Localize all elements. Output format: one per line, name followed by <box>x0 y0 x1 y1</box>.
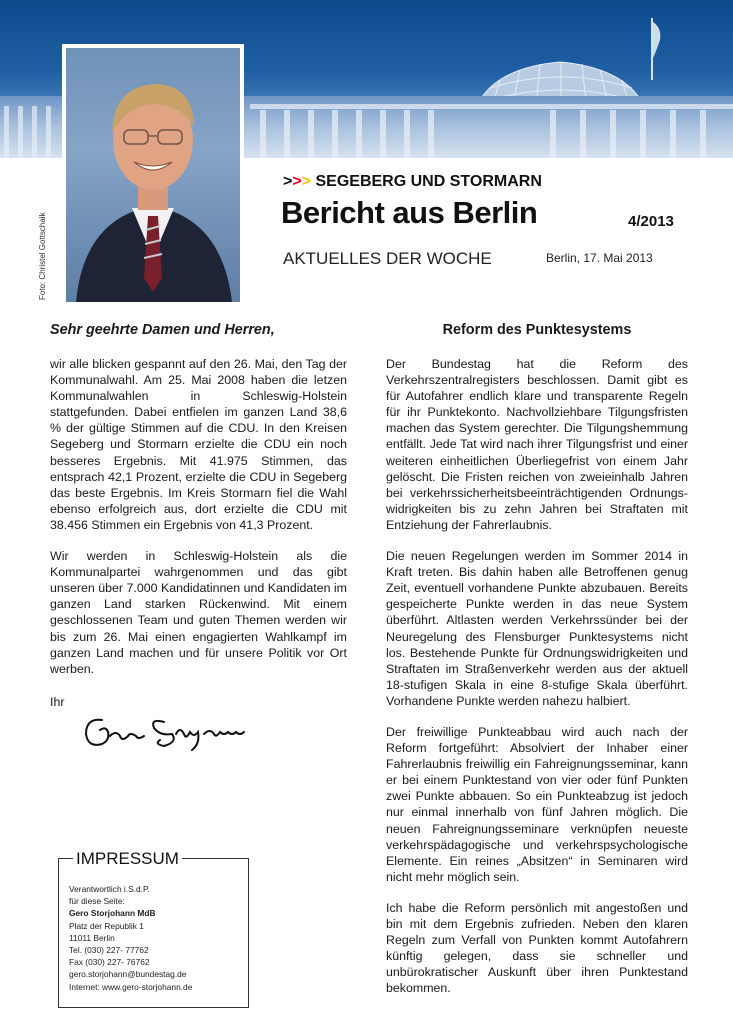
arrow-icon: > <box>283 173 293 190</box>
impressum-line: 11011 Berlin <box>69 932 115 943</box>
dateline: Berlin, 17. Mai 2013 <box>546 251 653 265</box>
impressum-line: Fax (030) 227- 76762 <box>69 957 150 968</box>
arrow-icon: > <box>301 173 312 190</box>
impressum-email: gero.storjohann@bundestag.de <box>69 969 187 980</box>
kicker-text: SEGEBERG UND STORMARN <box>315 173 542 190</box>
photo-credit: Foto: Christel Gottschalk <box>38 212 47 300</box>
impressum-line: für diese Seite: <box>69 896 125 907</box>
paragraph: Wir werden in Schleswig-Holstein als die Kommunalpartei wahrgenommen und das gibt unseren über 7.000 Kandidatinnen und Kandidaten im ganzen Land starken Rückenwind. Mit einem geschlossenen Team und guten Themen werden wir bis zum 26. Mai einen engagierten Wahlkampf im ganzen Land machen und für unsere Politik vor Ort werben. <box>50 549 347 676</box>
impressum-line: Platz der Republik 1 <box>69 920 144 931</box>
left-building-strip <box>0 96 62 158</box>
paragraph: Die neuen Regelungen werden im Sommer 2014 in Kraft treten. Bis dahin haben alle Betroffenen genug Zeit, eventuell vorhandene Punkte abzubauen. Bereits gespeicherte Punkte werden in das neue System überführt. Altlasten werden Verkehrssünder bei der Neuregelung des Flensburger Punktesystems nicht los. Bestehende Punkte für Ordnungswidrigkeiten und Straftaten im Straßenverkehr werden aus der aktuell 18-stufigen Skala in eine 8-stufige Skala überführt. Vorhandene Punkte werden nahezu halbiert. <box>386 549 688 708</box>
paragraph: Ich habe die Reform persönlich mit angestoßen und bin mit dem Ergebnis zufrieden. Neben den klaren Regeln zum Verfall von Punkten kommt Autofahrern künftig gelegen, dass sie schneller und unbürokratischer Auskunft über ihren Punktestand bekommen. <box>386 900 688 996</box>
issue-number: 4/2013 <box>628 213 674 230</box>
portrait-photo <box>66 48 240 302</box>
impressum-website: Internet: www.gero-storjohann.de <box>69 981 193 992</box>
paragraph: wir alle blicken gespannt auf den 26. Mai, den Tag der Kommunalwahl. Am 25. Mai 2008 haben die letzen Kommunalwahlen in Schleswig-Holstein stattgefunden. Dabei entfielen im ganzen Land 38,6 % der gültige Stimmen auf die CDU. In den Kreisen Segeberg und Stormarn erzielte die CDU ein noch besseres Ergebnis. Mit 41.975 Stimmen, das entsprach 42,1 Prozent, erzielte die CDU in Segeberg das beste Ergebnis. Im Kreis Stormarn fiel die Wahl ebenso erfolgreich aus, dort erzielte die CDU mit 38.456 Stimmen ein Ergebnis von 41,3 Prozent. <box>50 357 347 532</box>
impressum-line: Gero Storjohann MdB <box>69 908 156 919</box>
paragraph: Der Bundestag hat die Reform des Verkehrszentralregisters beschlossen. Damit gibt es für Autofahrer endlich klare und transparente Regeln für ihr Punktekonto. Nachvollziehbare Tilgungsfristen machen das System gerechter. Die Tilgungshemmung entfällt. Jede Tat wird nach ihrer Tilgungsfrist und einer weiteren einheitlichen Überliegefrist von einem Jahr gelöscht. Die Fristen reichen von zweieinhalb Jahren bei verkehrssicherheitsbeeinträchtigenden Ordnungs-widrigkeiten bis zu zehn Jahren bei Straftaten mit Entziehung der Fahrerlaubnis. <box>386 357 688 532</box>
impressum-title: IMPRESSUM <box>73 849 182 869</box>
impressum-line: Tel. (030) 227- 77762 <box>69 945 149 956</box>
handwritten-signature <box>80 706 260 756</box>
greeting: Sehr geehrte Damen und Herren, <box>50 322 275 338</box>
page-title: Bericht aus Berlin <box>281 195 538 230</box>
building-columns <box>250 104 733 158</box>
portrait-illustration <box>66 48 240 302</box>
portrait-photo-frame <box>62 44 244 306</box>
impressum-lines <box>69 883 192 993</box>
section-heading: Reform des Punktesystems <box>442 322 632 338</box>
page-subtitle: AKTUELLES DER WOCHE <box>283 249 492 268</box>
right-column <box>386 356 688 1011</box>
impressum-box <box>58 849 249 1008</box>
paragraph: Der freiwillige Punkteabbau wird auch nach der Reform fortgeführt: Absolviert der Inhaber einer Fahrerlaubnis freiwillig ein Fahreignungsseminar, kann er bei einem Punktestand von vier oder fünf Punkten zwei Punkte abbauen. So ein Punkteabzug ist jedoch nur einmal innerhalb von fünf Jahren möglich. Die neuen Fahreignungsseminare verknüpfen neueste verkehrspädagogische und verkehrspsychologische Elemente. Ein reines „Absitzen“ in Seminaren wird nicht mehr möglich sein. <box>386 724 688 884</box>
impressum-line: Verantwortlich i.S.d.P. <box>69 884 150 894</box>
arrow-icon: > <box>292 173 302 190</box>
left-column <box>50 356 347 692</box>
kicker <box>283 173 542 191</box>
closing: Ihr <box>50 695 65 709</box>
